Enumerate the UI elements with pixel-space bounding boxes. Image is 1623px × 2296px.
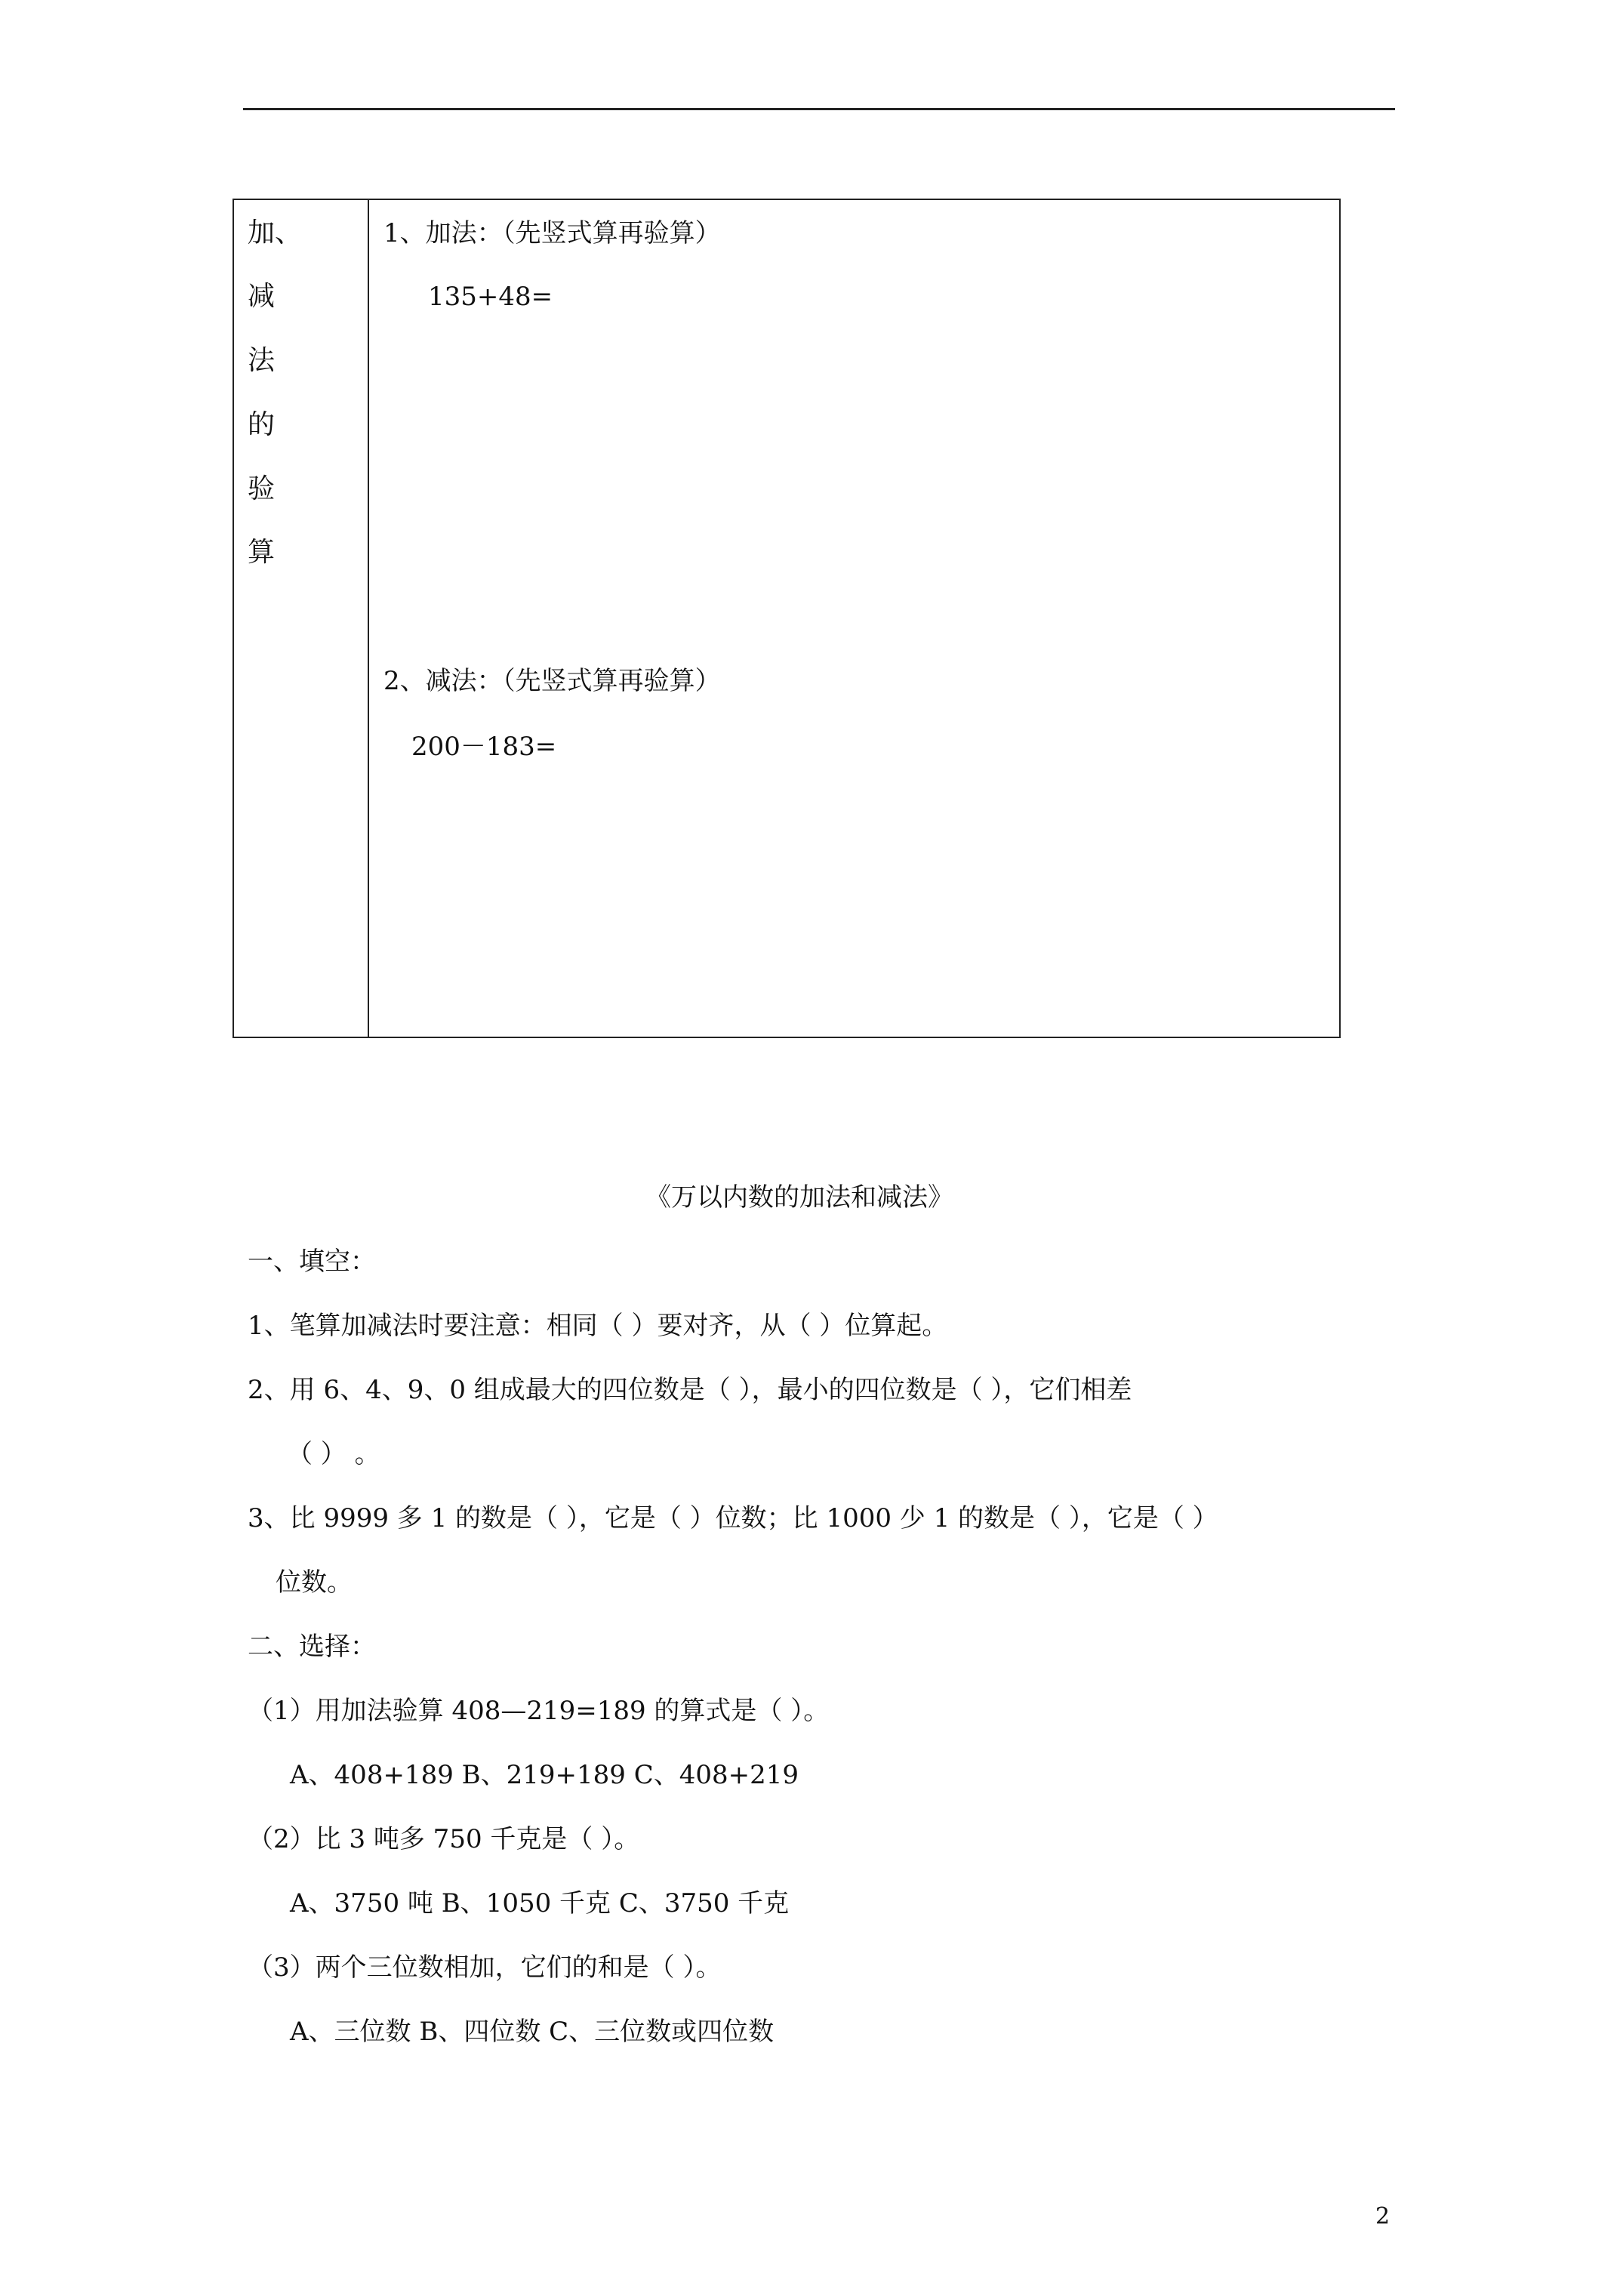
choice-question-1-options: A、408+189 B、219+189 C、408+219: [290, 1760, 799, 1790]
worksheet-title: 《万以内数的加法和减法》: [645, 1182, 953, 1213]
section-choice-title: 二、选择：: [248, 1632, 376, 1662]
addition-question-title: 1、加法：（先竖式算再验算）: [383, 218, 721, 248]
addition-expression: 135+48=: [428, 282, 553, 312]
subtraction-expression: 200－183=: [411, 732, 557, 762]
exercise-table: [233, 199, 1341, 1038]
choice-question-1: （1）用加法验算 408—219=189 的算式是（ ）。: [248, 1696, 830, 1726]
choice-question-2-options: A、3750 吨 B、1050 千克 C、3750 千克: [290, 1888, 790, 1918]
side-label-char: 的: [248, 409, 276, 440]
table-column-divider: [368, 199, 369, 1037]
choice-question-2: （2）比 3 吨多 750 千克是（ ）。: [248, 1824, 640, 1854]
page-number: 2: [1375, 2203, 1390, 2230]
fill-question-3-line1: 3、比 9999 多 1 的数是（ ），它是（ ）位数；比 1000 少 1 的数是（ ），它是（ ）: [248, 1503, 1218, 1533]
side-label-char: 算: [248, 537, 276, 568]
choice-question-3-options: A、三位数 B、四位数 C、三位数或四位数: [290, 2017, 775, 2047]
side-label-char: 验: [248, 473, 276, 504]
fill-question-2-line1: 2、用 6、4、9、0 组成最大的四位数是（ ），最小的四位数是（ ），它们相差: [248, 1375, 1132, 1405]
header-rule: [243, 108, 1395, 110]
side-label-char: 加、: [248, 217, 303, 248]
side-label-char: 法: [248, 345, 276, 376]
fill-question-1: 1、笔算加减法时要注意：相同（ ）要对齐，从（ ）位算起。: [248, 1311, 948, 1341]
section-fill-blank-title: 一、填空：: [248, 1247, 376, 1277]
side-label-char: 减: [248, 281, 276, 312]
fill-question-2-line2: （ ） 。: [287, 1439, 380, 1469]
subtraction-question-title: 2、减法：（先竖式算再验算）: [383, 666, 721, 696]
fill-question-3-line2: 位数。: [276, 1567, 353, 1598]
choice-question-3: （3）两个三位数相加，它们的和是（ ）。: [248, 1952, 722, 1983]
